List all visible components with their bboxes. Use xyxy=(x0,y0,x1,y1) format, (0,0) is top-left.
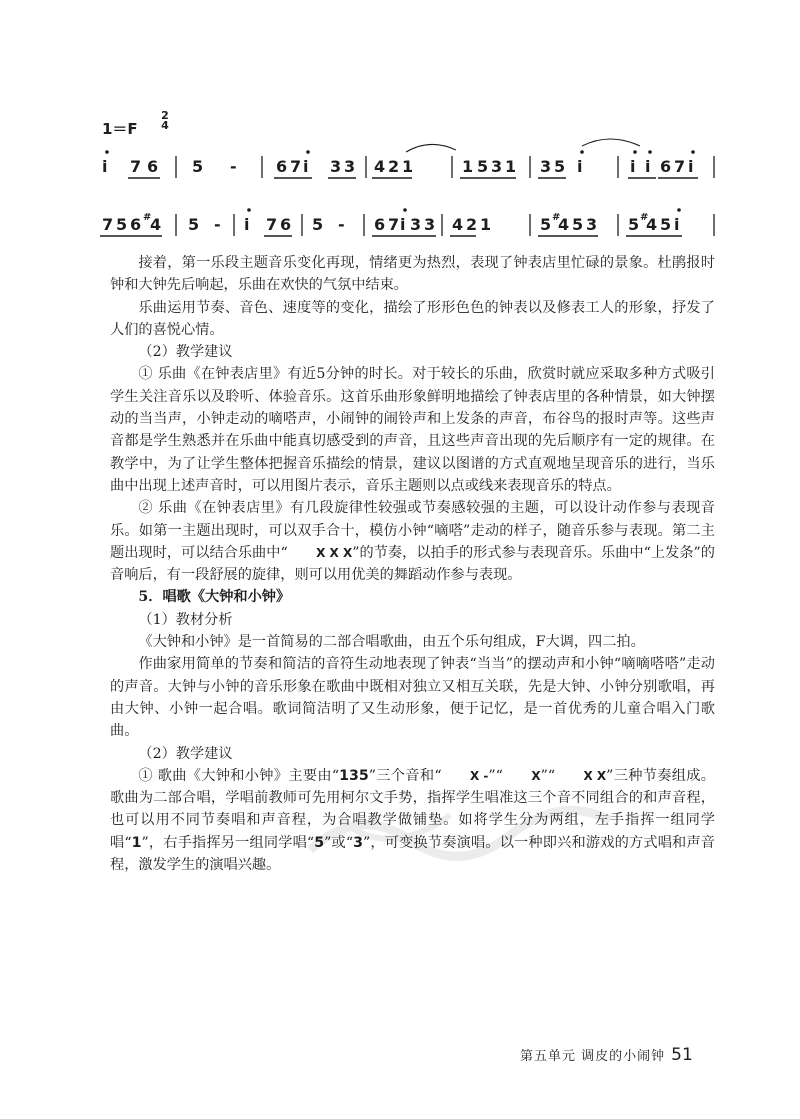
svg-text:i: i xyxy=(577,157,583,176)
subheading: （2）教学建议 xyxy=(138,344,233,361)
svg-text:3: 3 xyxy=(586,215,598,234)
note-number: 5 xyxy=(314,834,325,851)
svg-text:3: 3 xyxy=(344,157,356,176)
score-line-2 xyxy=(100,208,714,236)
note-numbers: 135 xyxy=(339,767,369,784)
svg-text:5: 5 xyxy=(188,215,200,234)
section-heading: 5．唱歌《大钟和小钟》 xyxy=(138,589,291,606)
note: i xyxy=(102,157,108,176)
svg-text:i: i xyxy=(688,157,694,176)
paragraph: ① 乐曲《在钟表店里》有近5分钟的时长。对于较长的乐曲，欣赏时就应采取多种方式吸引学生关注音乐以及聆听、体验音乐。这首乐曲形象鲜明地描绘了钟表店里的各种情景，如大钟摆动的当当声，小钟走动的嘀嗒声，小闹钟的闹铃声和上发条的声音，布谷鸟的报时声等。这些声音都是学生熟悉并在乐曲中能真切感受到的声音，且这些声音出现的先后顺序有一定的规律。在教学中，为了让学生整体把握音乐描绘的情景，建议以图谱的方式直观地呈现音乐的进行，当乐曲中出现上述声音时，可以用图片表示，音乐主题则以点或线来表现音乐的特点。 xyxy=(110,366,715,494)
svg-text:6: 6 xyxy=(130,215,142,234)
note: 6 xyxy=(147,157,159,176)
svg-text:3: 3 xyxy=(410,215,422,234)
svg-text:1: 1 xyxy=(505,157,517,176)
svg-text:3: 3 xyxy=(540,157,552,176)
svg-text:2: 2 xyxy=(466,215,478,234)
subheading: （2）教学建议 xyxy=(138,745,233,762)
svg-text:5: 5 xyxy=(660,215,672,234)
svg-text:4: 4 xyxy=(150,215,162,234)
svg-text:6: 6 xyxy=(280,215,292,234)
svg-text:1: 1 xyxy=(402,157,414,176)
paragraph: ① 歌曲《大钟和小钟》主要由“135”三个音和“ X -”“ X”“ X X”三种节奏组成。歌曲为二部合唱，学唱前教师可先用柯尔文手势，指挥学生唱准这三个音不同组合的和声音程，也可以用不同节奏唱和声音程，为合唱教学做铺垫。如将学生分为两组，左手指挥一组同学唱“1”，右手指挥另一组同学唱“5”或“3”，可变换节奏演唱。以一种即兴和游戏的方式唱和声音程，激发学生的演唱兴趣。 xyxy=(110,765,715,876)
svg-text:i: i xyxy=(400,215,406,234)
svg-text:5: 5 xyxy=(540,215,552,234)
unit-title: 第五单元 调皮的小闹钟 xyxy=(520,1049,666,1064)
svg-text:6: 6 xyxy=(660,157,672,176)
svg-text:6: 6 xyxy=(374,215,386,234)
svg-text:i: i xyxy=(674,215,680,234)
page-footer xyxy=(520,1045,720,1065)
music-score xyxy=(0,0,800,250)
page-number: 51 xyxy=(671,1045,693,1065)
score-line-1 xyxy=(102,139,714,178)
paragraph: ② 乐曲《在钟表店里》有几段旋律性较强或节奏感较强的主题，可以设计动作参与表现音乐。如第一主题出现时，可以双手合十，模仿小钟“嘀嗒”走动的样子，随音乐参与表现。第二主题出现时，可以结合乐曲中“ X X X”的节奏，以拍手的形式参与表现音乐。乐曲中“上发条”的音响后，有一段舒展的旋律，则可以用优美的舞蹈动作参与表现。 xyxy=(110,500,715,584)
note-number: 1 xyxy=(131,834,142,851)
svg-text:1: 1 xyxy=(480,215,492,234)
rhythm-notation: X xyxy=(531,768,541,783)
svg-text:i: i xyxy=(303,157,309,176)
svg-text:-: - xyxy=(214,215,221,234)
svg-text:4: 4 xyxy=(646,215,658,234)
svg-text:4: 4 xyxy=(558,215,570,234)
svg-text:#: # xyxy=(552,212,561,223)
svg-text:5: 5 xyxy=(628,215,640,234)
svg-text:6: 6 xyxy=(276,157,288,176)
svg-text:3: 3 xyxy=(424,215,436,234)
svg-text:7: 7 xyxy=(388,215,400,234)
rhythm-notation: X X xyxy=(583,768,607,783)
svg-text:4: 4 xyxy=(374,157,386,176)
svg-text:5: 5 xyxy=(116,215,128,234)
svg-text:7: 7 xyxy=(290,157,302,176)
subheading: （1）教材分析 xyxy=(138,611,233,628)
svg-text:7: 7 xyxy=(102,215,114,234)
svg-text:#: # xyxy=(143,212,152,223)
svg-text:i: i xyxy=(244,215,250,234)
svg-text:i: i xyxy=(630,157,636,176)
svg-text:5: 5 xyxy=(572,215,584,234)
svg-text:5: 5 xyxy=(312,215,324,234)
rhythm-notation: X X X xyxy=(316,545,353,560)
svg-text:i: i xyxy=(645,157,651,176)
body-text xyxy=(110,252,715,876)
key-signature: 1＝F xyxy=(102,120,138,138)
note: 5 xyxy=(192,157,204,176)
svg-text:7: 7 xyxy=(674,157,686,176)
svg-text:3: 3 xyxy=(491,157,503,176)
paragraph: 接着，第一乐段主题音乐变化再现，情绪更为热烈，表现了钟表店里忙碌的景象。杜鹃报时钟和大钟先后响起，乐曲在欢快的气氛中结束。 xyxy=(110,255,715,294)
paragraph: 作曲家用简单的节奏和简洁的音符生动地表现了钟表“当当”的摆动声和小钟“嘀嘀嗒嗒”走动的声音。大钟与小钟的音乐形象在歌曲中既相对独立又相互关联，先是大钟、小钟分别歌唱，再由大钟、小钟一起合唱。歌词简洁明了又生动形象，便于记忆，是一首优秀的儿童合唱入门歌曲。 xyxy=(110,656,715,740)
svg-text:5: 5 xyxy=(554,157,566,176)
svg-text:3: 3 xyxy=(330,157,342,176)
svg-text:2: 2 xyxy=(388,157,400,176)
note-number: 3 xyxy=(353,834,363,851)
svg-text:1: 1 xyxy=(462,157,474,176)
svg-text:5: 5 xyxy=(477,157,489,176)
paragraph: 《大钟和小钟》是一首简易的二部合唱歌曲，由五个乐句组成，F大调，四二拍。 xyxy=(138,634,645,651)
paragraph: 乐曲运用节奏、音色、速度等的变化，描绘了形形色色的钟表以及修表工人的形象，抒发了人们的喜悦心情。 xyxy=(110,299,715,338)
rhythm-notation: X - xyxy=(469,768,489,783)
svg-text:7: 7 xyxy=(266,215,278,234)
note: - xyxy=(230,157,237,176)
note: 7 xyxy=(130,157,142,176)
time-signature: 2 4 xyxy=(161,109,169,132)
score-notation xyxy=(0,0,800,250)
svg-text:#: # xyxy=(640,212,649,223)
svg-text:4: 4 xyxy=(452,215,464,234)
svg-text:-: - xyxy=(338,215,345,234)
